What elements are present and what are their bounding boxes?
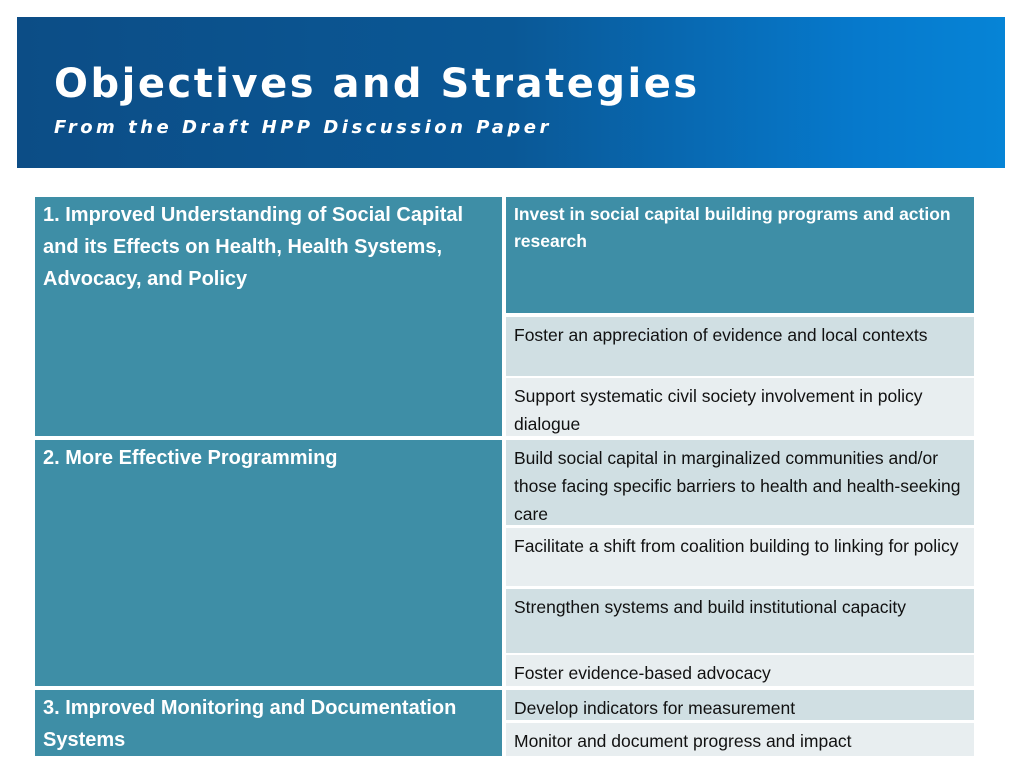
objective-cell-2: 2. More Effective Programming bbox=[35, 440, 502, 686]
strategy-cell-4: Build social capital in marginalized communities and/or those facing specific barriers to health and health-seeking care bbox=[506, 440, 974, 525]
strategy-cell-1: Invest in social capital building programs and action research bbox=[506, 197, 974, 313]
strategy-cell-5: Facilitate a shift from coalition building to linking for policy bbox=[506, 528, 974, 586]
objective-cell-1: 1. Improved Understanding of Social Capital and its Effects on Health, Health Systems, Advocacy, and Policy bbox=[35, 197, 502, 436]
strategy-cell-9: Monitor and document progress and impact bbox=[506, 723, 974, 756]
strategy-cell-2: Foster an appreciation of evidence and local contexts bbox=[506, 317, 974, 376]
strategy-cell-6: Strengthen systems and build institutional capacity bbox=[506, 589, 974, 653]
strategy-cell-3: Support systematic civil society involvement in policy dialogue bbox=[506, 378, 974, 436]
objective-cell-3: 3. Improved Monitoring and Documentation Systems bbox=[35, 690, 502, 756]
slide-title: Objectives and Strategies bbox=[54, 61, 700, 107]
strategy-cell-8: Develop indicators for measurement bbox=[506, 690, 974, 720]
strategy-cell-7: Foster evidence-based advocacy bbox=[506, 655, 974, 686]
title-banner bbox=[17, 17, 1005, 168]
slide-subtitle: From the Draft HPP Discussion Paper bbox=[54, 117, 552, 138]
